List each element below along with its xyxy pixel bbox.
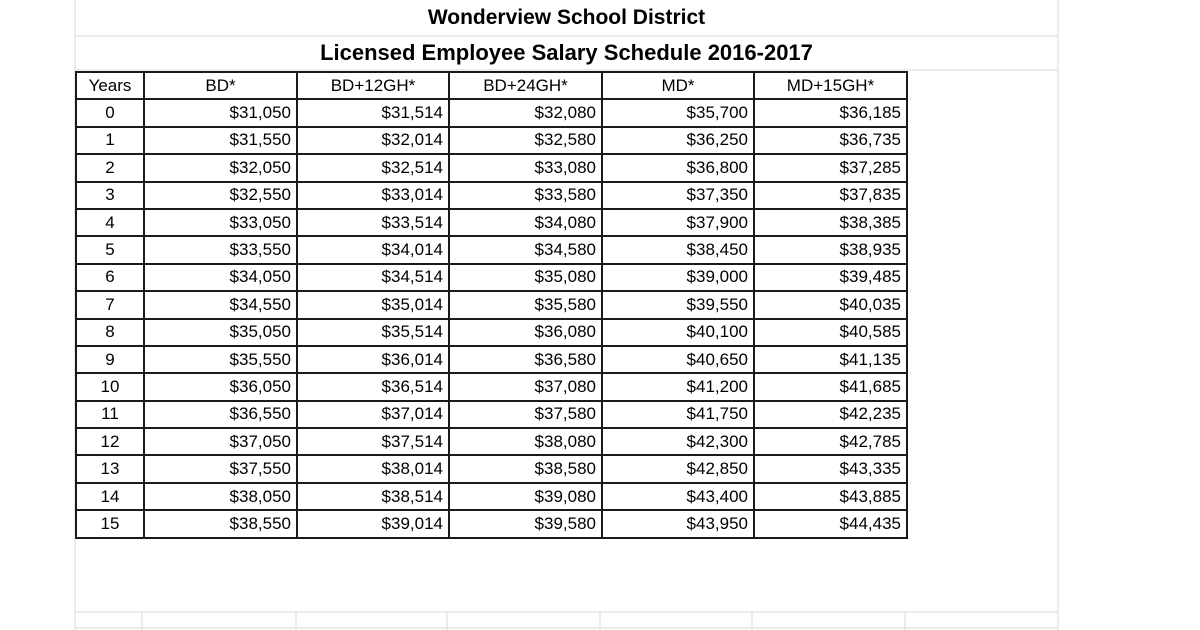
salary-cell: $41,200 xyxy=(602,373,754,400)
salary-cell: $38,450 xyxy=(602,236,754,263)
salary-cell: $32,014 xyxy=(297,127,449,154)
years-cell: 13 xyxy=(76,455,144,482)
table-row xyxy=(76,127,907,154)
salary-cell: $37,550 xyxy=(144,455,297,482)
salary-cell: $39,014 xyxy=(297,510,449,537)
salary-cell: $36,185 xyxy=(754,99,907,126)
table-row xyxy=(76,483,907,510)
salary-cell: $39,580 xyxy=(449,510,602,537)
salary-cell: $35,014 xyxy=(297,291,449,318)
salary-cell: $32,080 xyxy=(449,99,602,126)
salary-cell: $37,580 xyxy=(449,401,602,428)
salary-cell: $39,485 xyxy=(754,264,907,291)
salary-cell: $32,050 xyxy=(144,154,297,181)
salary-cell: $38,550 xyxy=(144,510,297,537)
table-row xyxy=(76,182,907,209)
salary-cell: $36,250 xyxy=(602,127,754,154)
salary-cell: $34,550 xyxy=(144,291,297,318)
salary-cell: $39,550 xyxy=(602,291,754,318)
salary-cell: $33,514 xyxy=(297,209,449,236)
table-row xyxy=(76,319,907,346)
table-row xyxy=(76,236,907,263)
years-cell: 4 xyxy=(76,209,144,236)
salary-cell: $40,100 xyxy=(602,319,754,346)
salary-cell: $37,900 xyxy=(602,209,754,236)
years-cell: 12 xyxy=(76,428,144,455)
table-row xyxy=(76,373,907,400)
table-row xyxy=(76,154,907,181)
salary-cell: $41,750 xyxy=(602,401,754,428)
document-subtitle: Licensed Employee Salary Schedule 2016-2017 xyxy=(320,40,813,65)
table-row xyxy=(76,209,907,236)
table-body xyxy=(76,99,907,537)
salary-cell: $38,514 xyxy=(297,483,449,510)
years-cell: 9 xyxy=(76,346,144,373)
salary-cell: $35,550 xyxy=(144,346,297,373)
salary-cell: $36,550 xyxy=(144,401,297,428)
salary-cell: $33,050 xyxy=(144,209,297,236)
salary-cell: $31,550 xyxy=(144,127,297,154)
salary-cell: $36,800 xyxy=(602,154,754,181)
column-header-md-15gh: MD+15GH* xyxy=(754,72,907,99)
years-cell: 7 xyxy=(76,291,144,318)
salary-cell: $42,850 xyxy=(602,455,754,482)
years-cell: 8 xyxy=(76,319,144,346)
salary-cell: $33,580 xyxy=(449,182,602,209)
years-cell: 6 xyxy=(76,264,144,291)
salary-cell: $33,080 xyxy=(449,154,602,181)
salary-cell: $37,080 xyxy=(449,373,602,400)
table-header-row xyxy=(76,72,907,99)
salary-cell: $38,050 xyxy=(144,483,297,510)
salary-cell: $44,435 xyxy=(754,510,907,537)
salary-cell: $33,550 xyxy=(144,236,297,263)
table-row xyxy=(76,510,907,537)
salary-cell: $37,835 xyxy=(754,182,907,209)
salary-cell: $34,050 xyxy=(144,264,297,291)
years-cell: 1 xyxy=(76,127,144,154)
salary-cell: $34,080 xyxy=(449,209,602,236)
salary-cell: $37,285 xyxy=(754,154,907,181)
years-cell: 15 xyxy=(76,510,144,537)
salary-cell: $35,514 xyxy=(297,319,449,346)
column-header-years: Years xyxy=(76,72,144,99)
salary-cell: $36,050 xyxy=(144,373,297,400)
salary-cell: $38,935 xyxy=(754,236,907,263)
column-header-bd: BD* xyxy=(144,72,297,99)
table-row xyxy=(76,291,907,318)
salary-cell: $36,735 xyxy=(754,127,907,154)
salary-cell: $35,700 xyxy=(602,99,754,126)
salary-cell: $43,400 xyxy=(602,483,754,510)
salary-cell: $32,514 xyxy=(297,154,449,181)
column-header-bd-24gh: BD+24GH* xyxy=(449,72,602,99)
salary-cell: $33,014 xyxy=(297,182,449,209)
salary-cell: $38,580 xyxy=(449,455,602,482)
table-row xyxy=(76,99,907,126)
salary-cell: $42,235 xyxy=(754,401,907,428)
salary-cell: $43,885 xyxy=(754,483,907,510)
salary-cell: $42,785 xyxy=(754,428,907,455)
table-row xyxy=(76,428,907,455)
salary-cell: $36,580 xyxy=(449,346,602,373)
years-cell: 2 xyxy=(76,154,144,181)
document-title: Wonderview School District xyxy=(427,6,706,29)
salary-cell: $31,514 xyxy=(297,99,449,126)
salary-cell: $43,335 xyxy=(754,455,907,482)
salary-cell: $35,080 xyxy=(449,264,602,291)
salary-cell: $39,080 xyxy=(449,483,602,510)
column-header-bd-12gh: BD+12GH* xyxy=(297,72,449,99)
salary-schedule-table xyxy=(75,71,908,539)
years-cell: 14 xyxy=(76,483,144,510)
salary-cell: $39,000 xyxy=(602,264,754,291)
salary-cell: $38,014 xyxy=(297,455,449,482)
salary-cell: $41,685 xyxy=(754,373,907,400)
salary-cell: $37,514 xyxy=(297,428,449,455)
salary-cell: $41,135 xyxy=(754,346,907,373)
table-row xyxy=(76,401,907,428)
salary-cell: $34,514 xyxy=(297,264,449,291)
salary-cell: $35,050 xyxy=(144,319,297,346)
salary-cell: $40,585 xyxy=(754,319,907,346)
salary-cell: $38,080 xyxy=(449,428,602,455)
salary-cell: $37,014 xyxy=(297,401,449,428)
years-cell: 10 xyxy=(76,373,144,400)
years-cell: 5 xyxy=(76,236,144,263)
salary-cell: $36,014 xyxy=(297,346,449,373)
salary-cell: $38,385 xyxy=(754,209,907,236)
salary-cell: $37,050 xyxy=(144,428,297,455)
years-cell: 0 xyxy=(76,99,144,126)
salary-cell: $43,950 xyxy=(602,510,754,537)
salary-cell: $36,080 xyxy=(449,319,602,346)
salary-cell: $36,514 xyxy=(297,373,449,400)
table-row xyxy=(76,264,907,291)
salary-cell: $42,300 xyxy=(602,428,754,455)
years-cell: 3 xyxy=(76,182,144,209)
salary-cell: $37,350 xyxy=(602,182,754,209)
years-cell: 11 xyxy=(76,401,144,428)
salary-cell: $32,550 xyxy=(144,182,297,209)
column-header-md: MD* xyxy=(602,72,754,99)
table-row xyxy=(76,455,907,482)
salary-cell: $40,035 xyxy=(754,291,907,318)
salary-cell: $35,580 xyxy=(449,291,602,318)
table-row xyxy=(76,346,907,373)
salary-cell: $32,580 xyxy=(449,127,602,154)
salary-cell: $40,650 xyxy=(602,346,754,373)
salary-cell: $31,050 xyxy=(144,99,297,126)
salary-cell: $34,580 xyxy=(449,236,602,263)
salary-cell: $34,014 xyxy=(297,236,449,263)
